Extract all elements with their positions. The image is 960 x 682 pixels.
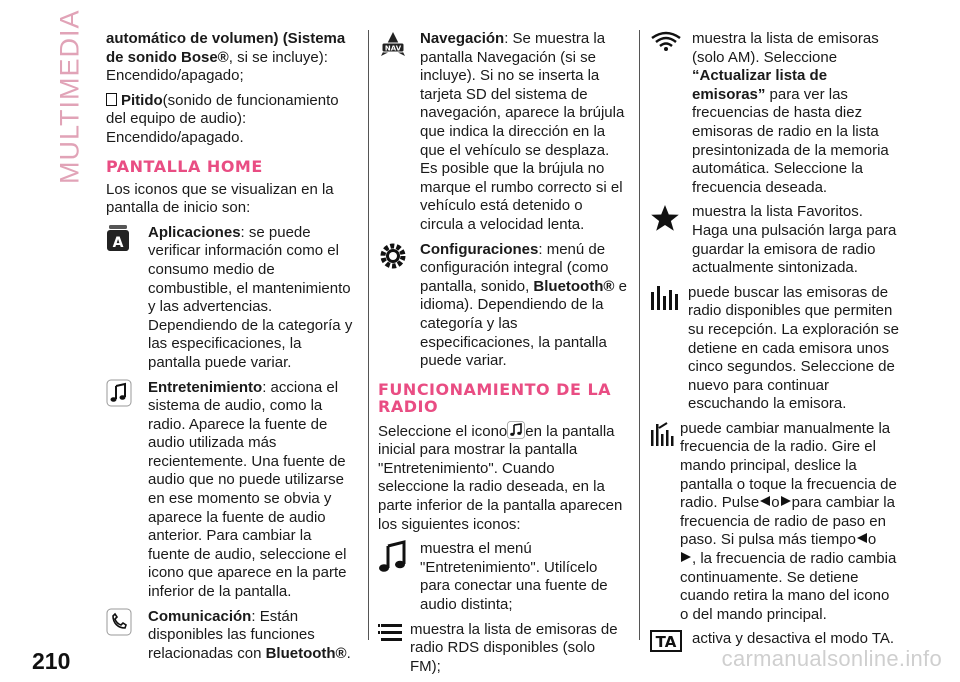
page-number: 210 xyxy=(32,648,71,674)
heading-radio: FUNCIONAMIENTO DE LA RADIO xyxy=(378,379,612,416)
watermark: carmanualsonline.info xyxy=(721,646,942,671)
music-note-icon xyxy=(106,379,148,602)
rds-list-item: muestra la lista de emisoras de radio RDS disponibles (solo FM); xyxy=(378,621,628,677)
svg-text:NAV: NAV xyxy=(384,44,402,53)
column-divider xyxy=(368,30,369,640)
list-icon xyxy=(378,621,410,677)
wifi-icon xyxy=(650,30,692,197)
ta-icon xyxy=(650,630,692,652)
gear-icon xyxy=(378,241,420,371)
column-3 xyxy=(650,30,900,658)
apps-title: Aplicaciones xyxy=(148,223,241,241)
am-list-item: muestra la lista de emisoras (solo AM). Seleccione “Actualizar lista de emisoras” para ver las frecuencias de hasta diez emisoras de radio en la lista presintonizada de la memoria automática. Seleccione la frecuencia deseada. xyxy=(650,30,900,197)
star-icon xyxy=(650,203,692,277)
apps-icon xyxy=(106,224,148,373)
music-menu-item: muestra el menú "Entretenimiento". Utilícelo para conectar una fuente de audio distinta; xyxy=(378,540,628,614)
home-intro: Los iconos que se visualizan en la pantalla de inicio son: xyxy=(106,180,334,217)
scan-item: puede buscar las emisoras de radio disponibles que permiten su recepción. La exploración se detiene en cada emisora unos cinco segundos. Seleccione de nuevo para continuar escuchando la emisora. xyxy=(650,284,900,414)
intro-paragraph: automático de volumen) (Sistema de sonido Bose®, si se incluye): Encendido/apagado; xyxy=(106,30,346,85)
communication-item: Comunicación: Están disponibles las funciones relacionadas con Bluetooth®. xyxy=(106,608,356,664)
checkbox-icon xyxy=(106,93,117,106)
navigation-item: NAV Navegación: Se muestra la pantalla Navegación (si se incluye). Si no se inserta la tarjeta SD del sistema de navegación, aparece la brújula que indica la dirección en la que el vehículo se desplaza. Es posible que la brújula no marque el rumbo correcto si el vehículo está detenido o circula a velocidad lenta. xyxy=(378,30,628,235)
apps-item: A Aplicaciones: se puede verificar información como el consumo medio de combustible, el mantenimiento y las advertencias. Dependiendo de la categoría y las especificaciones, la pantalla puede variar. xyxy=(106,224,356,373)
music-note-large-icon xyxy=(378,540,420,614)
navigation-title: Navegación xyxy=(420,30,505,47)
heading-pantalla-home: PANTALLA HOME xyxy=(106,156,263,176)
triangle-left-icon xyxy=(856,532,868,544)
radio-intro: Seleccione el icono en la pantalla inicial para mostrar la pantalla "Entretenimiento". Cuando seleccione la radio deseada, en la parte inferior de la pantalla aparecen los siguientes iconos: xyxy=(378,422,623,533)
ta-item: TA activa y desactiva el modo TA. xyxy=(650,630,900,652)
settings-title: Configuraciones xyxy=(420,240,539,258)
favorites-item: muestra la lista Favoritos. Haga una pulsación larga para guardar la emisora de radio actualmente sintonizada. xyxy=(650,203,900,277)
music-note-icon xyxy=(507,421,525,439)
navigation-icon xyxy=(378,30,420,235)
column-divider xyxy=(639,30,640,640)
triangle-right-icon xyxy=(680,551,692,563)
svg-text:TA: TA xyxy=(655,633,677,652)
triangle-right-icon xyxy=(780,495,792,507)
entertainment-title: Entretenimiento xyxy=(148,378,263,396)
phone-icon xyxy=(106,608,148,664)
triangle-left-icon xyxy=(759,495,771,507)
scan-icon xyxy=(650,284,688,414)
tune-icon xyxy=(650,420,680,625)
tune-item: puede cambiar manualmente la frecuencia de la radio. Gire el mando principal, deslice la pantalla o toque la frecuencia de radio. Pulse o para cambiar la frecuencia de radio de paso en paso. Si pulsa más tiempo o , la frecuencia de radio cambia continuamente. Se detiene cuando retira la mano del icono o del mando principal. xyxy=(650,420,900,625)
settings-item: Configuraciones: menú de configuración integral (como pantalla, sonido, Bluetooth® e idioma). Dependiendo de la categoría y las especificaciones, la pantalla puede variar. xyxy=(378,241,628,371)
entertainment-item: Entretenimiento: acciona el sistema de audio, como la radio. Aparece la fuente de audio utilizada más recientemente. Una fuente de audio que no puede utilizarse en ese momento se obvia y aparece la fuente de audio anterior. Para cambiar la fuente de audio, seleccione el icono que aparece en la parte inferior de la pantalla. xyxy=(106,379,356,602)
section-tab: MULTIMEDIA xyxy=(54,9,85,185)
column-1 xyxy=(106,30,356,669)
column-2 xyxy=(378,30,628,682)
communication-title: Comunicación xyxy=(148,607,252,625)
svg-text:A: A xyxy=(112,234,124,251)
pitido-paragraph: Pitido(sonido de funcionamiento del equipo de audio): Encendido/apagado. xyxy=(106,91,339,146)
